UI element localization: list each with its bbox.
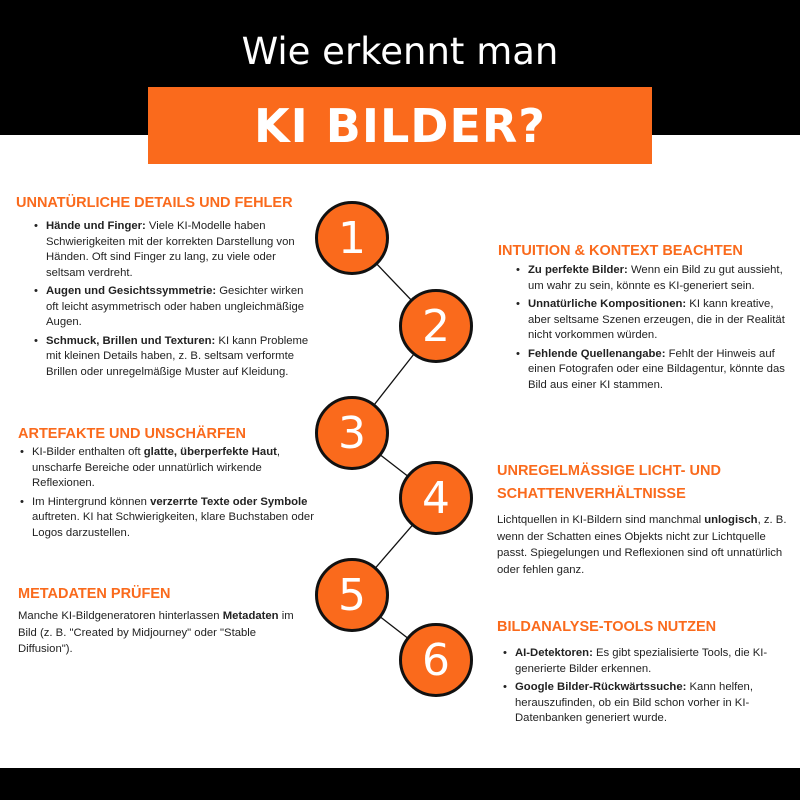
item-text: Kann helfen, herauszufinden, ob ein Bild schon vorher in KI-Datenbanken generiert wurde. <box>515 681 753 724</box>
item-term: Google Bilder-Rückwärtssuche: <box>515 681 687 693</box>
step-circle-3: 3 <box>315 396 389 470</box>
item-term: glatte, überperfekte Haut <box>143 446 277 458</box>
bullet-list <box>32 219 311 380</box>
list-item <box>514 297 788 344</box>
step-circle-2: 2 <box>399 289 473 363</box>
item-text: , unscharfe Bereiche oder unnatürlich wirkende Reflexionen. <box>32 446 281 489</box>
step-circle-5: 5 <box>315 558 389 632</box>
section-intuition-context <box>498 241 788 396</box>
list-item <box>32 219 311 281</box>
section-paragraph <box>18 608 304 658</box>
item-term: Zu perfekte Bilder: <box>528 264 628 276</box>
footer-bar <box>0 768 800 800</box>
bullet-list <box>501 646 787 727</box>
item-text: Im Hintergrund können <box>32 495 151 508</box>
para-text: Lichtquellen in KI-Bildern sind manchmal <box>497 514 705 526</box>
section-title: ARTEFAKTE UND UNSCHÄRFEN <box>18 426 246 442</box>
section-unnatural-details <box>16 193 311 383</box>
list-item <box>32 334 311 381</box>
bullet-list <box>514 263 788 393</box>
para-text: Manche KI-Bildgeneratoren hinterlassen <box>18 610 223 622</box>
list-item <box>32 284 311 331</box>
item-text: auftreten. KI hat Schwierigkeiten, klare Buchstaben oder Logos darzustellen. <box>32 511 314 539</box>
item-term: Hände und Finger: <box>46 220 146 232</box>
page-title: KI BILDER? <box>254 98 546 153</box>
section-analysis-tools <box>497 617 787 730</box>
list-item <box>501 680 787 727</box>
list-item <box>514 347 788 394</box>
item-term: Fehlende Quellenangabe: <box>528 347 666 360</box>
section-artifacts-blur <box>18 424 314 544</box>
item-text: Viele KI-Modelle haben Schwierigkeiten mit der korrekten Darstellung von Händen. Oft sind Finger zu lang, zu viele oder seltsam verdreht. <box>46 220 295 279</box>
item-text: Fehlt der Hinweis auf einen Fotografen oder eine Bildagentur, könnte das Bild aus einer KI stammen. <box>528 347 785 391</box>
section-title: METADATEN PRÜFEN <box>18 586 171 602</box>
step-circle-4: 4 <box>399 461 473 535</box>
step-circle-6: 6 <box>399 623 473 697</box>
section-paragraph <box>497 512 787 578</box>
item-term: Unnatürliche Kompositionen: <box>528 298 687 310</box>
bullet-list <box>18 445 314 541</box>
step-circle-1: 1 <box>315 201 389 275</box>
item-text: Es gibt spezialisierte Tools, die KI-generierte Bilder erkennen. <box>515 647 768 675</box>
section-metadata <box>18 584 304 658</box>
para-text: , z. B. wenn der Schatten eines Objekts nicht zur Lichtquelle passt. Spiegelungen und Reflexionen sind oft unnatürlich oder fehlen ganz. <box>497 514 787 576</box>
item-term: Augen und Gesichtssymmetrie: <box>46 285 217 297</box>
item-text: Wenn ein Bild zu gut aussieht, um wahr zu sein, könnte es KI-generiert sein. <box>528 264 783 292</box>
section-title: UNNATÜRLICHE DETAILS UND FEHLER <box>16 195 293 211</box>
section-title: BILDANALYSE-TOOLS NUTZEN <box>497 619 717 635</box>
para-text: im Bild (z. B. "Created by Midjourney" oder "Stable Diffusion"). <box>18 610 294 655</box>
list-item <box>501 646 787 677</box>
para-term: unlogisch <box>704 514 758 526</box>
item-text: KI-Bilder enthalten oft <box>32 446 144 458</box>
item-text: KI kann Probleme mit kleinen Details haben, z. B. seltsam verformte Brillen oder unregelmäßige Muster auf Kleidung. <box>46 334 309 378</box>
list-item <box>514 263 788 294</box>
list-item <box>18 445 314 492</box>
item-text: Gesichter wirken oft leicht asymmetrisch oder haben ungleichmäßige Augen. <box>46 285 305 328</box>
list-item <box>18 495 314 542</box>
item-term: verzerrte Texte oder Symbole <box>150 495 308 508</box>
section-light-shadow <box>497 460 787 578</box>
para-term: Metadaten <box>222 610 279 622</box>
header-subtitle: Wie erkennt man <box>241 30 559 73</box>
item-text: KI kann kreative, aber seltsame Szenen erzeugen, die in der Realität nicht vorkommen würden. <box>528 298 785 341</box>
section-title-line-1: UNREGELMÄSSIGE LICHT- UND <box>497 463 721 479</box>
section-title: INTUITION & KONTEXT BEACHTEN <box>498 243 743 259</box>
item-term: AI-Detektoren: <box>515 647 593 659</box>
section-title-line-2: SCHATTENVERHÄLTNISSE <box>497 486 686 502</box>
item-term: Schmuck, Brillen und Texturen: <box>46 334 216 347</box>
